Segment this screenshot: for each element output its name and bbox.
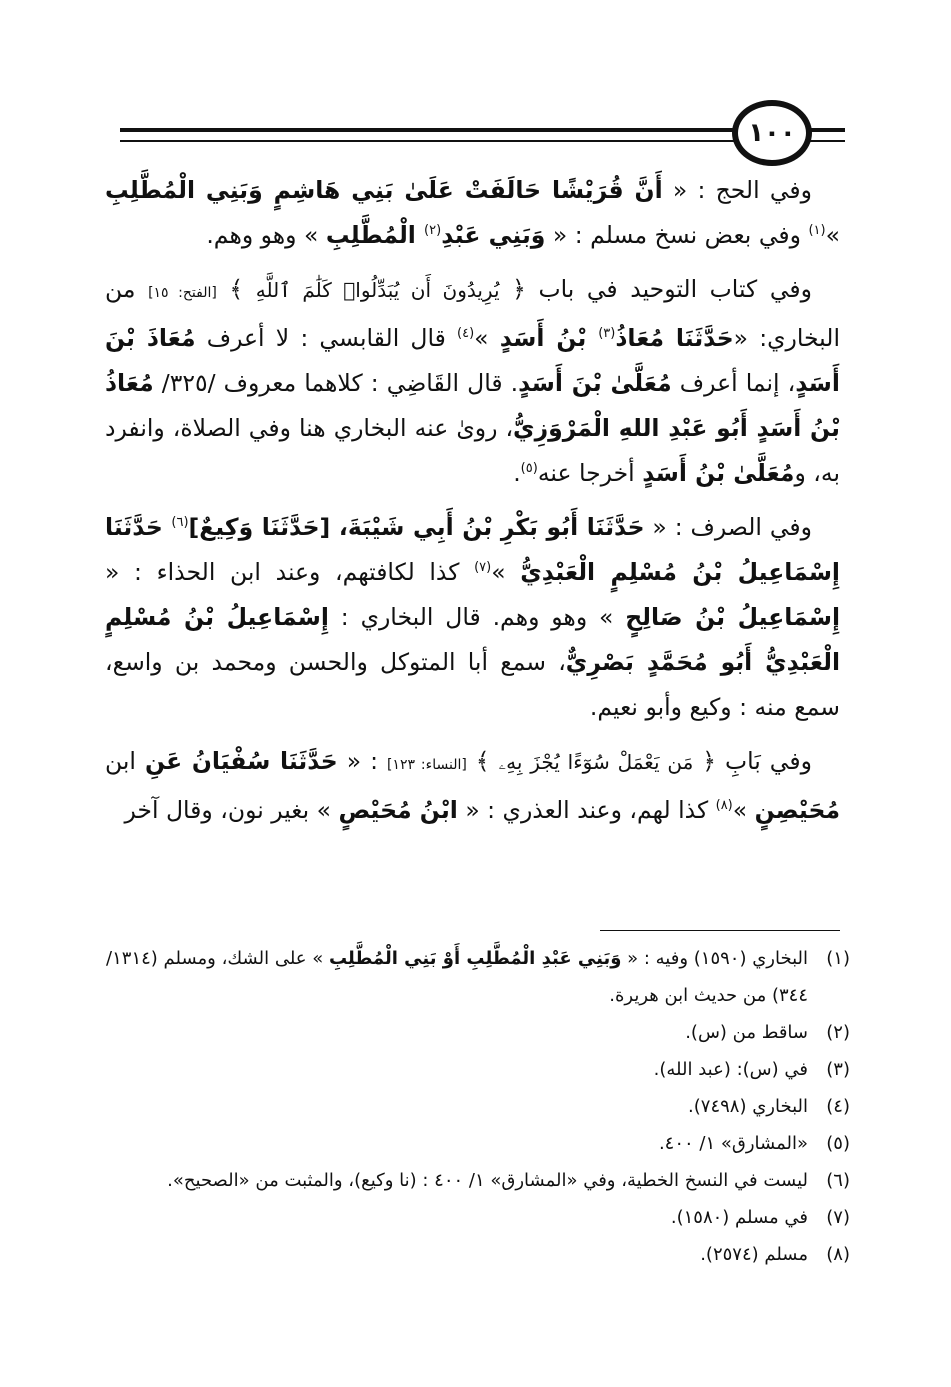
footnote <box>105 1051 850 1088</box>
hadith-quote: مُعَلَّىٰ بْنُ أَسَدٍ <box>642 459 795 487</box>
text-run: » <box>491 558 521 586</box>
text-run: كذا لهم، وعند العذري : « <box>457 796 716 824</box>
hadith-quote: حَدَّثَنَا إِسْمَاعِيلُ بْنُ مُسْلِمٍ الْعَبْدِيُّ <box>105 513 840 586</box>
text-run: » <box>825 221 840 249</box>
text-run: ليست في النسخ الخطية، وفي «المشارق» ١/ ٤٠٠ : (نا وكيع)، والمثبت من «الصحيح». <box>167 1170 808 1191</box>
text-run: ساقط من (س). <box>685 1022 808 1043</box>
text-run: » على الشك، ومسلم (١٣١٤/ ٣٤٤) من حديث ابن هريرة. <box>106 948 808 1006</box>
text-run: في (س): (عبد الله). <box>653 1059 808 1080</box>
text-run: ﴾ <box>216 275 256 303</box>
quran-verse: يُرِيدُونَ أَن يُبَدِّلُوا۟ كَلَٰمَ ٱللَّهِ <box>255 278 500 302</box>
footnote-text <box>105 1236 808 1273</box>
hadith-quote: وَبَنِي عَبْدِ <box>441 221 546 249</box>
footnote-number: (٣) <box>826 1059 850 1080</box>
footnote-number: (٦) <box>826 1170 850 1191</box>
text-run: » وهو وهم. <box>206 221 326 249</box>
quran-verse: مَن يَعْمَلْ سُوٓءًا يُجْزَ بِهِۦ <box>498 750 694 774</box>
footnotes <box>105 940 850 1273</box>
text-run: كذا لكافتهم، وعند ابن الحذاء : « <box>105 558 475 586</box>
footnote-number: (٤) <box>826 1096 850 1117</box>
footnote-ref: (٥) <box>520 461 538 477</box>
footnote <box>105 1199 850 1236</box>
hadith-quote: وَبَنِي عَبْدِ الْمُطَّلِبِ أَوْ بَنِي الْمُطَّلِبِ <box>328 948 622 969</box>
text-run: مسلم (٢٥٧٤). <box>700 1244 808 1265</box>
paragraph <box>105 739 840 833</box>
text-run: . <box>513 459 521 487</box>
hadith-quote: أَنَّ قُرَيْشًا حَالَفَتْ عَلَىٰ بَنِي هَاشِمٍ وَبَنِي الْمُطَّلِبِ <box>105 176 663 204</box>
hadith-quote: حَدَّثَنَا مُعَاذُ <box>615 324 734 352</box>
verse-reference: [النساء: ١٢٣] <box>386 757 467 773</box>
footnote <box>105 1014 850 1051</box>
hadith-quote: إِسْمَاعِيلُ بْنُ صَالِحٍ <box>625 603 841 631</box>
hadith-quote: مُعَاذَ بْنَ أَسَدٍ <box>105 324 840 397</box>
page-number: ١٠٠ <box>732 100 812 166</box>
footnote-separator <box>600 930 840 931</box>
text-run: «المشارق» ١/ ٤٠٠. <box>658 1133 808 1154</box>
hadith-quote: إِسْمَاعِيلُ بْنُ مُسْلِمٍ الْعَبْدِيُّ أَبُو مُحَمَّدٍ بَصْرِيٌّ <box>105 603 840 676</box>
footnote <box>105 1162 850 1199</box>
footnote-number: (٢) <box>826 1022 850 1043</box>
hadith-quote: ابْنُ مُحَيْصٍ <box>338 796 458 824</box>
footnote <box>105 940 850 1014</box>
hadith-quote: الْمُطَّلِبِ <box>325 221 425 249</box>
text-run: في مسلم (١٥٨٠). <box>670 1207 808 1228</box>
text-run: ابن <box>105 747 145 775</box>
header-rule-thick <box>120 128 740 132</box>
text-run: وفي بعض نسخ مسلم : « <box>545 221 809 249</box>
text-run: قال القابسي : لا أعرف <box>195 324 458 352</box>
footnote-ref: (٦) <box>171 515 189 531</box>
footnote-text <box>105 1014 808 1051</box>
paragraph <box>105 505 840 730</box>
text-run: ، إنما أعرف <box>671 369 796 397</box>
footnote <box>105 1088 850 1125</box>
footnote-number: (٧) <box>826 1207 850 1228</box>
footnote-text <box>105 940 808 1014</box>
footnote-text <box>105 1199 808 1236</box>
footnote-number: (٥) <box>826 1133 850 1154</box>
footnote-text <box>105 1051 808 1088</box>
paragraph <box>105 267 840 496</box>
hadith-quote: مُحَيْصِنٍ <box>754 796 840 824</box>
verse-reference: [الفتح: ١٥] <box>148 285 217 301</box>
text-run: » بغير نون، وقال آخر <box>124 796 339 824</box>
hadith-quote: مُعَاذُ بْنُ أَسَدٍ أَبُو عَبْدِ اللهِ الْمَرْوَزِيُّ <box>105 369 840 442</box>
text-run: ، روىٰ عنه البخاري هنا وفي الصلاة، وانفرد به، و <box>105 414 840 487</box>
text-run: وفي الصرف : « <box>644 513 812 541</box>
text-run: ﴾ <box>466 747 499 775</box>
text-run: البخاري (١٥٩٠) وفيه : « <box>621 948 808 969</box>
footnote-ref: (١) <box>808 223 826 239</box>
text-run: أخرجا عنه <box>537 459 643 487</box>
hadith-quote: حَدَّثَنَا سُفْيَانُ عَنِ <box>144 747 338 775</box>
paragraph <box>105 168 840 258</box>
hadith-quote: بْنُ أَسَدٍ <box>499 324 599 352</box>
text-run: ، سمع أبا المتوكل والحسن ومحمد بن واسع، سمع منه : وكيع وأبو نعيم. <box>105 648 840 721</box>
text-run: . قال القَاضِي : كلاهما معروف /٣٢٥/ <box>153 369 519 397</box>
footnote <box>105 1125 850 1162</box>
text-run: البخاري (٧٤٩٨). <box>688 1096 808 1117</box>
hadith-quote: حَدَّثَنَا أَبُو بَكْرِ بْنُ أَبِي شَيْبَةَ، [حَدَّثَنَا وَكِيعٌ] <box>188 513 645 541</box>
footnote <box>105 1236 850 1273</box>
footnote-text <box>105 1088 808 1125</box>
footnote-ref: (٧) <box>474 560 492 576</box>
footnote-number: (١) <box>826 948 850 969</box>
footnote-ref: (٤) <box>457 326 475 342</box>
body-text <box>105 168 840 842</box>
footnote-ref: (٣) <box>598 326 616 342</box>
footnote-text <box>105 1125 808 1162</box>
text-run: : « <box>337 747 387 775</box>
footnote-text <box>105 1162 808 1199</box>
text-run: » <box>732 796 755 824</box>
text-run: من البخاري: « <box>105 275 840 352</box>
text-run: وفي بَابِ ﴿ <box>693 747 812 775</box>
text-run: » <box>474 324 500 352</box>
text-run: وفي كتاب التوحيد في باب ﴿ <box>499 275 812 303</box>
hadith-quote: مُعَلَّىٰ بْنَ أَسَدٍ <box>518 369 672 397</box>
footnote-ref: (٨) <box>715 798 733 814</box>
footnote-ref: (٢) <box>424 223 442 239</box>
footnote-number: (٨) <box>826 1244 850 1265</box>
text-run: وفي الحج : « <box>662 176 813 204</box>
header-rule-thin <box>120 140 740 142</box>
text-run: » وهو وهم. قال البخاري : <box>328 603 626 631</box>
